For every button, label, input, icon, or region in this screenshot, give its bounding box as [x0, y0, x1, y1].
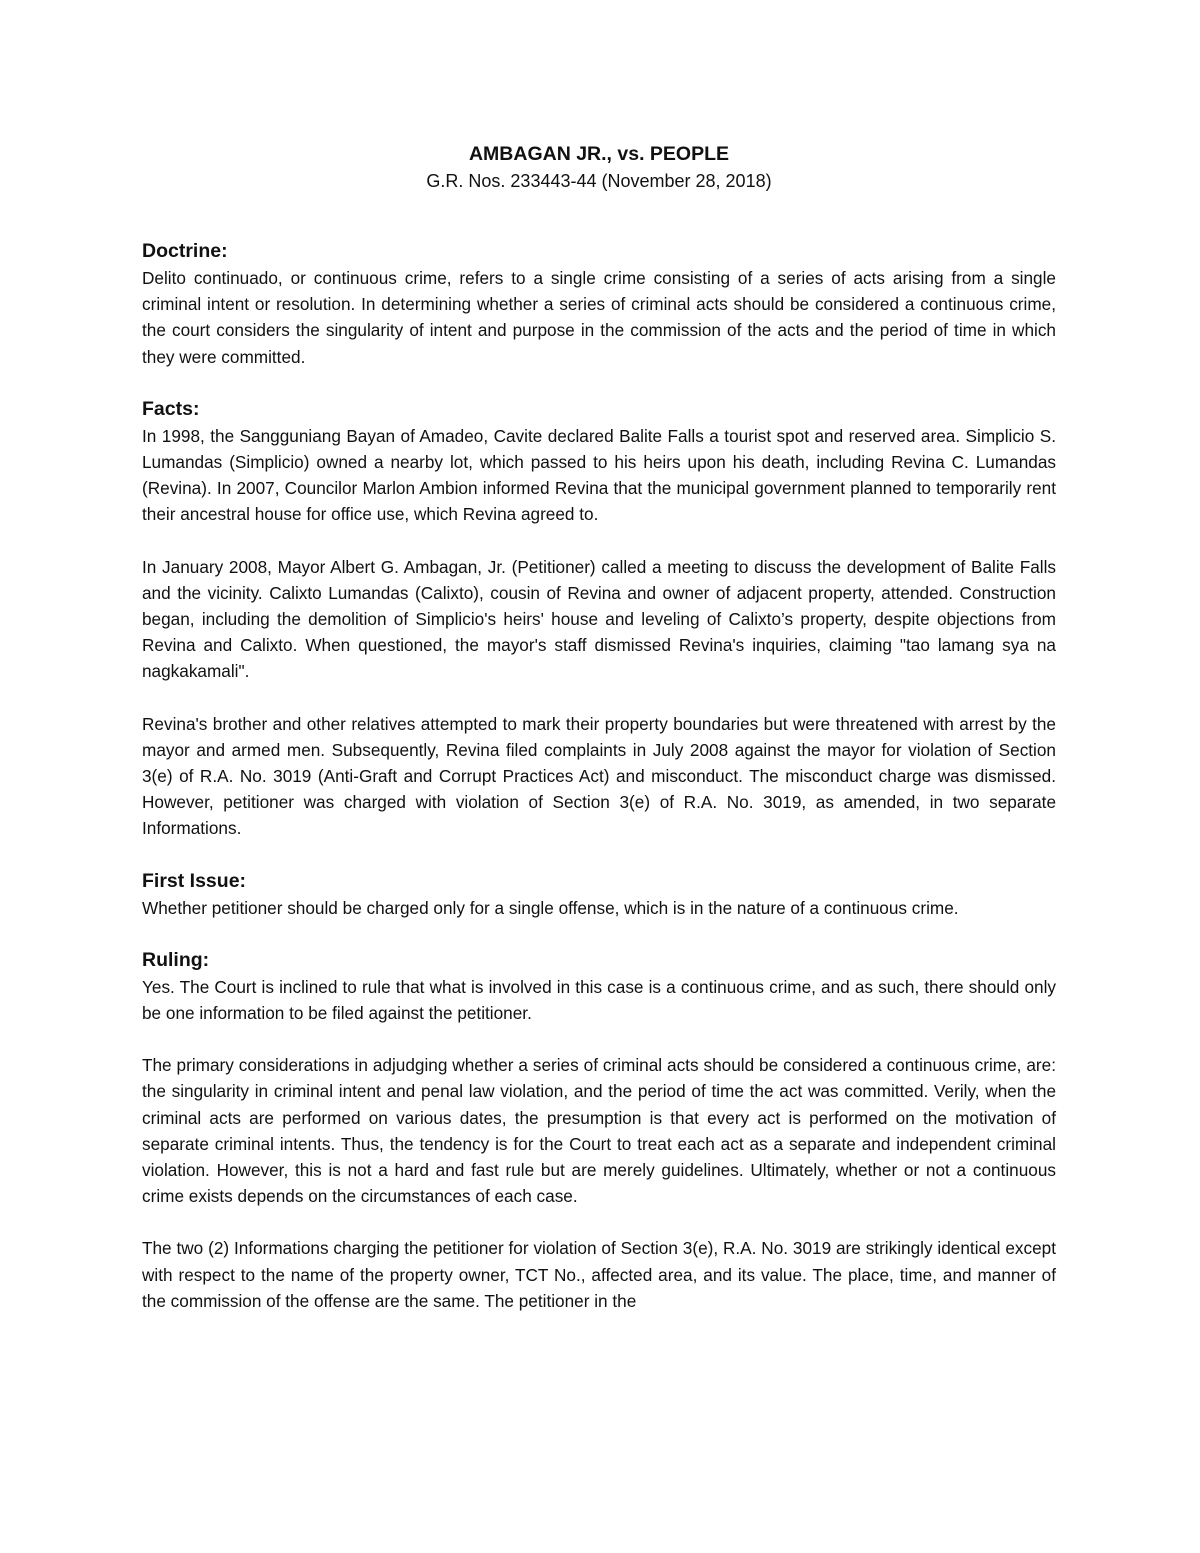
case-number: G.R. Nos. 233443-44 (November 28, 2018): [426, 171, 772, 191]
first-issue-section: [142, 868, 1056, 921]
doctrine-heading: Doctrine:: [142, 240, 228, 262]
case-title: AMBAGAN JR., vs. PEOPLE: [468, 143, 730, 165]
facts-heading: Facts:: [142, 397, 200, 420]
doctrine-section: [142, 238, 1056, 370]
document-body: [142, 140, 1056, 1340]
first-issue-paragraph: Whether petitioner should be charged only for a single offense, which is in the nature of a continuous crime.: [142, 897, 959, 918]
ruling-section: [142, 947, 1056, 1314]
ruling-paragraph: The primary considerations in adjudging whether a series of criminal acts should be considered a continuous crime, are: the singularity in criminal intent and penal law violation, and the period of time the act was committed. Verily, when the criminal acts are performed on various dates, the presumption is that every act is performed on the motivation of separate criminal intents. Thus, the tendency is for the Court to treat each act as a separate and independent criminal violation. However, this is not a hard and fast rule but are merely guidelines. Ultimately, whether or not a continuous crime exists depends on the circumstances of each case.: [142, 1055, 1056, 1207]
facts-paragraph: In 1998, the Sangguniang Bayan of Amadeo, Cavite declared Balite Falls a tourist spot and reserved area. Simplicio S. Lumandas (Simplicio) owned a nearby lot, which passed to his heirs upon his death, including Revina C. Lumandas (Revina). In 2007, Councilor Marlon Ambion informed Revina that the municipal government planned to temporarily rent their ancestral house for office use, which Revina agreed to.: [142, 425, 1056, 525]
facts-paragraph: Revina's brother and other relatives attempted to mark their property boundaries but were threatened with arrest by the mayor and armed men. Subsequently, Revina filed complaints in July 2008 against the mayor for violation of Section 3(e) of R.A. No. 3019 (Anti-Graft and Corrupt Practices Act) and misconduct. The misconduct charge was dismissed. However, petitioner was charged with violation of Section 3(e) of R.A. No. 3019, as amended, in two separate Informations.: [142, 713, 1056, 839]
title-block: [142, 140, 1056, 194]
ruling-heading: Ruling:: [142, 948, 210, 971]
first-issue-heading: First Issue:: [142, 869, 247, 892]
facts-paragraph: In January 2008, Mayor Albert G. Ambagan, Jr. (Petitioner) called a meeting to discuss the development of Balite Falls and the vicinity. Calixto Lumandas (Calixto), cousin of Revina and owner of adjacent property, attended. Construction began, including the demolition of Simplicio's heirs' house and leveling of Calixto’s property, despite objections from Revina and Calixto. When questioned, the mayor's staff dismissed Revina's inquiries, claiming "tao lamang sya na nagkakamali".: [142, 556, 1056, 682]
ruling-paragraph: The two (2) Informations charging the petitioner for violation of Section 3(e), R.A. No. 3019 are strikingly identical except with respect to the name of the property owner, TCT No., affected area, and its value. The place, time, and manner of the commission of the offense are the same. The petitioner in the: [142, 1238, 1056, 1311]
facts-section: [142, 396, 1056, 842]
doctrine-paragraph: Delito continuado, or continuous crime, refers to a single crime consisting of a series of acts arising from a single criminal intent or resolution. In determining whether a series of criminal acts should be considered a continuous crime, the court considers the singularity of intent and purpose in the commission of the acts and the period of time in which they were committed.: [142, 268, 1056, 367]
ruling-paragraph: Yes. The Court is inclined to rule that what is involved in this case is a continuous crime, and as such, there should only be one information to be filed against the petitioner.: [142, 976, 1056, 1024]
